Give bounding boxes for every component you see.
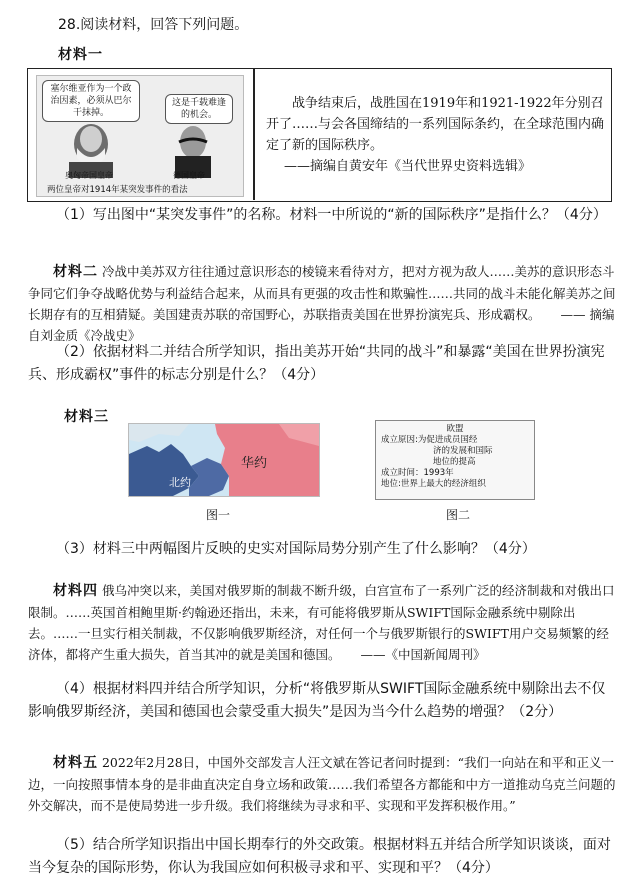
caption-german-emperor: 德国皇帝	[173, 171, 205, 180]
eu-line-2: 济的发展和国际	[433, 446, 493, 456]
material5-text: 2022年2月28日，中国外交部发言人汪文斌在答记者问时提到：“我们一向站在和平和正义一边，一向按照事情本身的是非曲直决定自身立场和政策……我们希望各方都能和中方一道推动乌克兰问题的外交解决，而不是使局势进一步升级。我们将继续为寻求和平、实现和平发挥积极作用。”	[28, 755, 616, 813]
figure-1-caption: 图一	[206, 508, 231, 522]
cartoon-caption: 两位皇帝对1914年某突发事件的看法	[47, 185, 188, 195]
material2-text: 冷战中美苏双方往往通过意识形态的棱镜来看待对方，把对方视为敌人……美苏的意识形态斗争同它们争夺战略优势与利益结合起来，从而具有更强的攻击性和欺骗性……共同的战斗未能化解美苏之间长期存有的互相猜疑。美国建责苏联的帝国野心，苏联指责美国在世界扮演宪兵、形成霸权。	[28, 264, 616, 322]
material2-label: 材料二	[53, 264, 98, 280]
material4-label: 材料四	[53, 583, 98, 599]
question-2: （2）依据材料二并结合所学知识，指出美苏开始“共同的战斗”和暴露“美国在世界扮演宪兵、形成霸权”事件的标志分别是什么？（4分）	[28, 344, 605, 383]
material3-label: 材料三	[64, 409, 109, 425]
figure-2-caption: 图二	[446, 508, 471, 522]
europe-map	[129, 424, 319, 496]
caption-austrian-emperor: 奥匈帝国皇帝	[65, 171, 113, 180]
material4-source: ——《中国新闻周刊》	[360, 647, 486, 662]
question-5: （5）结合所学知识指出中国长期奉行的外交政策。根据材料五并结合所学知识谈谈，面对当今复杂的国际形势，你认为我国应如何积极寻求和平、实现和平？（4分）	[28, 837, 611, 876]
material2-source: —— 摘编自刘金质《冷战史》	[28, 307, 615, 343]
material1-text: 战争结束后，战胜国在1919年和1921-1922年分别召开了……与会各国缔结的一系列国际条约，在全球范围内确定了新的国际秩序。	[266, 96, 605, 153]
eu-info-box	[375, 420, 535, 500]
cold-war-map-image	[128, 423, 320, 497]
map-label-warsaw-pact: 华约	[241, 456, 268, 471]
material5-label: 材料五	[53, 755, 98, 771]
speech-bubble-left: 塞尔维亚作为一个政治因素，必须从巴尔干抹掉。	[42, 80, 140, 122]
question-4: （4）根据材料四并结合所学知识，分析“将俄罗斯从SWIFT国际金融系统中剔除出去不仅影响俄罗斯经济，美国和德国也会蒙受重大损失”是因为当今什么趋势的增强？（2分）	[28, 681, 606, 720]
question-title: 28.阅读材料，回答下列问题。	[58, 17, 249, 33]
cartoon-image	[36, 75, 244, 197]
question-3: （3）材料三中两幅图片反映的史实对国际局势分别产生了什么影响？（4分）	[56, 541, 536, 557]
question-1: （1）写出图中“某突发事件”的名称。材料一中所说的“新的国际秩序”是指什么？（4分）	[56, 207, 607, 223]
eu-line-4: 成立时间：1993年	[381, 468, 454, 478]
material2-paragraph	[28, 261, 618, 346]
emperor-portraits	[51, 118, 231, 178]
material4-paragraph	[28, 580, 618, 665]
speech-bubble-right: 这是千载难逢的机会。	[165, 94, 233, 124]
box-divider	[253, 69, 255, 200]
material4-text: 俄乌冲突以来，美国对俄罗斯的制裁不断升级，白宫宣布了一系列广泛的经济制裁和对俄出口限制。……英国首相鲍里斯·约翰逊还指出，未来，有可能将俄罗斯从SWIFT国际金融系统中剔除出去。……一旦实行相关制裁，不仅影响俄罗斯经济，对任何一个与俄罗斯银行的SWIFT用户交易频繁的经济体，都将产生重大损失，首当其冲的就是美国和德国。	[28, 583, 615, 662]
material1-label: 材料一	[58, 47, 103, 63]
material1-box	[27, 68, 612, 202]
eu-line-5: 地位:世界上最大的经济组织	[381, 479, 486, 489]
eu-title: 欧盟	[446, 424, 464, 434]
material1-source: ——摘编自黄安年《当代世界史资料选辑》	[284, 159, 532, 174]
map-label-nato: 北约	[169, 476, 191, 489]
eu-line-3: 地位的提高	[433, 457, 476, 467]
material5-paragraph	[28, 752, 618, 816]
eu-line-1: 成立原因:为促进成员国经	[381, 435, 478, 445]
